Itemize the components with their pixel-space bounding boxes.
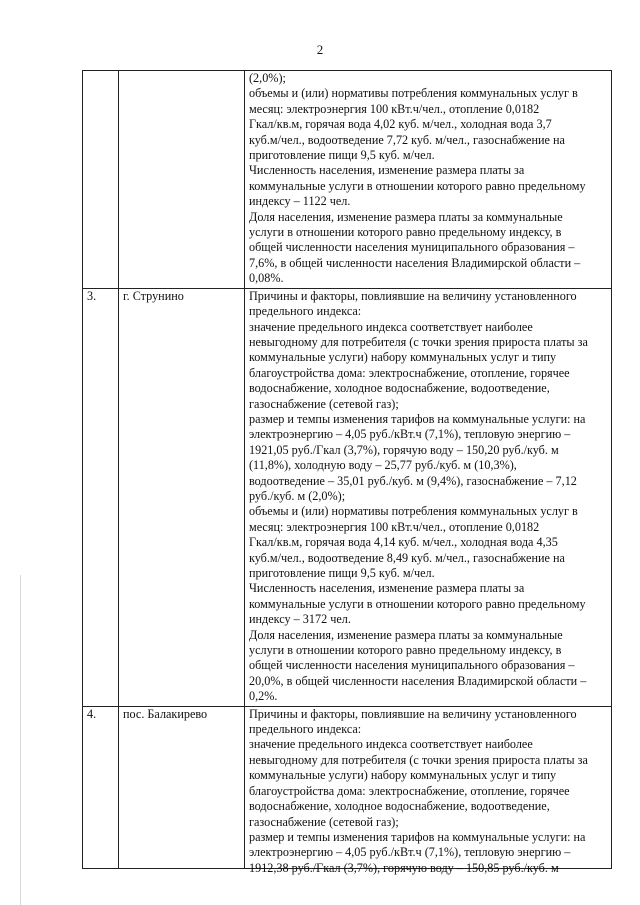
- description-text: [249, 706, 609, 875]
- table-row-balakirevo: [83, 706, 612, 868]
- description-cell: [245, 706, 612, 875]
- row-number-cell: 4.: [83, 706, 119, 868]
- description-line: индексу – 3172 чел.: [249, 612, 351, 627]
- description-line: индексу – 1122 чел.: [249, 194, 351, 209]
- table-row-continuation: [83, 71, 612, 289]
- description-line: размер и темпы изменения тарифов на коммунальные услуги: на: [249, 829, 586, 844]
- description-line: предельного индекса:: [249, 304, 362, 319]
- description-line: газоснабжение (сетевой газ);: [249, 396, 399, 411]
- description-line: благоустройства дома: электроснабжение, отопление, горячее: [249, 365, 570, 380]
- description-line: коммунальные услуги) набору коммунальных услуг и типу: [249, 350, 557, 365]
- description-text: [249, 289, 609, 705]
- description-line: приготовление пищи 9,5 куб. м/чел.: [249, 566, 435, 580]
- row-number-cell: [83, 71, 119, 289]
- description-line: руб./куб. м (2,0%);: [249, 488, 346, 503]
- page-number: 2: [316, 42, 324, 57]
- description-line: водоснабжение, холодное водоснабжение, водоотведение,: [249, 799, 550, 814]
- indices-table: [82, 70, 612, 875]
- description-line: 1912,38 руб./Гкал (3,7%), горячую воду – 150,85 руб./куб. м: [249, 860, 559, 875]
- description-line: услуги в отношении которого равно предельному индексу, в: [249, 643, 562, 658]
- description-line: Численность населения, изменение размера платы за: [249, 163, 525, 178]
- description-line: водоснабжение, холодное водоснабжение, водоотведение,: [249, 381, 550, 396]
- description-line: благоустройства дома: электроснабжение, отопление, горячее: [249, 783, 570, 798]
- description-cell: [245, 288, 612, 706]
- description-cell: [245, 71, 612, 289]
- description-line: электроэнергию – 4,05 руб./кВт.ч (7,1%), тепловую энергию –: [249, 427, 571, 442]
- table-row-strunino: [83, 288, 612, 706]
- description-line: объемы и (или) нормативы потребления коммунальных услуг в: [249, 504, 578, 519]
- description-line: размер и темпы изменения тарифов на коммунальные услуги: на: [249, 411, 586, 426]
- description-line: приготовление пищи 9,5 куб. м/чел.: [249, 148, 435, 163]
- description-line: 1921,05 руб./Гкал (3,7%), горячую воду – 150,20 руб./куб. м: [249, 442, 559, 457]
- description-line: 20,0%, в общей численности населения Владимирской области –: [249, 673, 587, 688]
- description-line: куб.м/чел., водоотведение 7,72 куб. м/чел., газоснабжение на: [249, 132, 565, 147]
- description-line: месяц: электроэнергия 100 кВт.ч/чел., отопление 0,0182: [249, 101, 540, 116]
- description-line: 0,08%.: [249, 271, 284, 286]
- description-line: (2,0%);: [249, 71, 286, 85]
- description-line: общей численности населения муниципального образования –: [249, 658, 575, 673]
- description-line: предельного индекса:: [249, 722, 362, 737]
- description-line: объемы и (или) нормативы потребления коммунальных услуг в: [249, 86, 578, 101]
- description-line: Причины и факторы, повлиявшие на величину установленного: [249, 288, 577, 303]
- description-line: Доля населения, изменение размера платы за коммунальные: [249, 209, 563, 224]
- description-line: 0,2%.: [249, 689, 278, 704]
- description-line: Доля населения, изменение размера платы за коммунальные: [249, 627, 563, 642]
- description-line: значение предельного индекса соответствует наиболее: [249, 737, 533, 752]
- municipality-cell: г. Струнино: [119, 288, 245, 706]
- row-number-cell: 3.: [83, 288, 119, 706]
- description-line: Причины и факторы, повлиявшие на величину установленного: [249, 706, 577, 721]
- description-line: куб.м/чел., водоотведение 8,49 куб. м/чел., газоснабжение на: [249, 550, 565, 565]
- description-line: коммунальные услуги в отношении которого равно предельному: [249, 178, 586, 193]
- description-line: месяц: электроэнергия 100 кВт.ч/чел., отопление 0,0182: [249, 519, 540, 534]
- description-line: 7,6%, в общей численности населения Владимирской области –: [249, 255, 581, 270]
- description-line: Гкал/кв.м, горячая вода 4,02 куб. м/чел., холодная вода 3,7: [249, 117, 552, 132]
- description-line: невыгодному для потребителя (с точки зрения прироста платы за: [249, 334, 588, 349]
- description-line: коммунальные услуги) набору коммунальных услуг и типу: [249, 768, 557, 783]
- description-line: газоснабжение (сетевой газ);: [249, 814, 399, 829]
- municipality-cell: пос. Балакирево: [119, 706, 245, 868]
- description-line: Гкал/кв.м, горячая вода 4,14 куб. м/чел., холодная вода 4,35: [249, 535, 558, 550]
- description-text: [249, 71, 609, 287]
- description-line: коммунальные услуги в отношении которого равно предельному: [249, 596, 586, 611]
- description-line: электроэнергию – 4,05 руб./кВт.ч (7,1%), тепловую энергию –: [249, 845, 571, 860]
- scan-edge-mark: [20, 575, 21, 905]
- municipality-cell: [119, 71, 245, 289]
- description-line: (11,8%), холодную воду – 25,77 руб./куб. м (10,3%),: [249, 458, 517, 473]
- description-line: водоотведение – 35,01 руб./куб. м (9,4%), газоснабжение – 7,12: [249, 473, 577, 488]
- description-line: Численность населения, изменение размера платы за: [249, 581, 525, 596]
- description-line: невыгодному для потребителя (с точки зрения прироста платы за: [249, 752, 588, 767]
- description-line: значение предельного индекса соответствует наиболее: [249, 319, 533, 334]
- description-line: услуги в отношении которого равно предельному индексу, в: [249, 225, 562, 240]
- description-line: общей численности населения муниципального образования –: [249, 240, 575, 255]
